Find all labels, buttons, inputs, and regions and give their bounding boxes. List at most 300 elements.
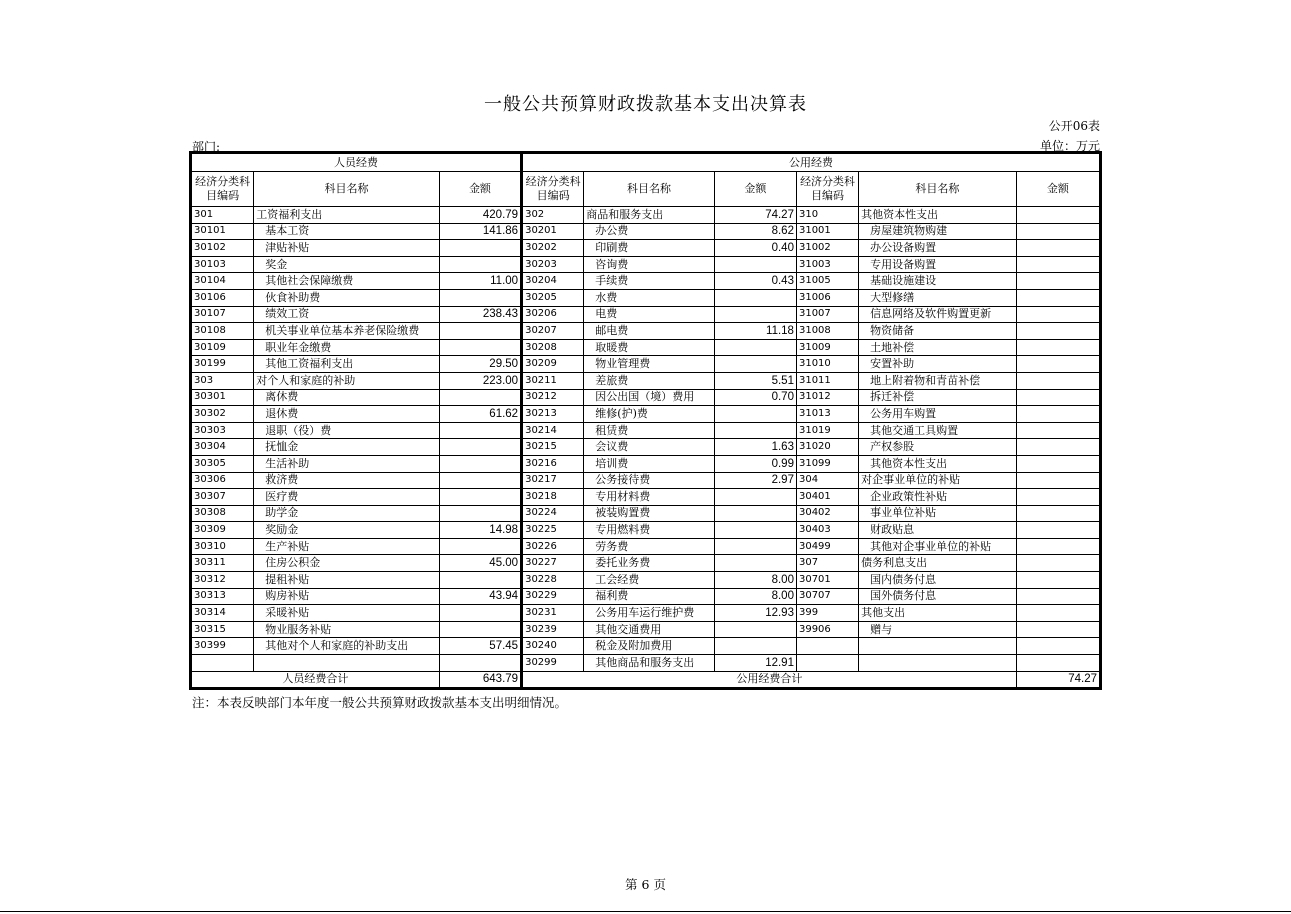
table-row: [191, 588, 1101, 605]
item-name: 住房公积金: [254, 555, 440, 572]
item-code: 30299: [522, 655, 584, 672]
item-code: 30213: [522, 406, 584, 423]
item-code: 30701: [796, 572, 858, 589]
item-name: 专用材料费: [584, 489, 714, 506]
item-code: 30203: [522, 256, 584, 273]
item-name: [859, 638, 1017, 655]
item-code: 30305: [191, 455, 254, 472]
section-public: 公用经费: [522, 153, 1101, 172]
item-code: [796, 638, 858, 655]
item-name: 专用设备购置: [859, 256, 1017, 273]
item-code: 30199: [191, 356, 254, 373]
table-row: [191, 223, 1101, 240]
item-code: 30315: [191, 621, 254, 638]
item-code: 30310: [191, 538, 254, 555]
item-amount: 223.00: [439, 372, 521, 389]
header-name: 科目名称: [584, 172, 714, 207]
table-row: [191, 439, 1101, 456]
item-code: 30107: [191, 306, 254, 323]
item-name: 手续费: [584, 273, 714, 290]
item-code: 30108: [191, 323, 254, 340]
item-amount: 57.45: [439, 638, 521, 655]
table-row: [191, 572, 1101, 589]
item-amount: [439, 455, 521, 472]
item-amount: [714, 306, 796, 323]
item-amount: 0.70: [714, 389, 796, 406]
item-name: 劳务费: [584, 538, 714, 555]
item-amount: [439, 489, 521, 506]
item-name: 奖励金: [254, 522, 440, 539]
item-amount: [1016, 489, 1100, 506]
item-name: 物资储备: [859, 323, 1017, 340]
public-total-amount: 74.27: [1016, 671, 1100, 689]
item-name: 退职（役）费: [254, 422, 440, 439]
item-name: [254, 655, 440, 672]
item-amount: 1.63: [714, 439, 796, 456]
item-code: 31012: [796, 389, 858, 406]
header-code: 经济分类科目编码: [191, 172, 254, 207]
item-amount: [714, 406, 796, 423]
header-amount: 金额: [1016, 172, 1100, 207]
section-personnel: 人员经费: [191, 153, 522, 172]
item-amount: [439, 256, 521, 273]
item-code: 30103: [191, 256, 254, 273]
item-name: 购房补贴: [254, 588, 440, 605]
item-code: 31019: [796, 422, 858, 439]
item-amount: [714, 489, 796, 506]
item-name: 办公费: [584, 223, 714, 240]
item-name: 绩效工资: [254, 306, 440, 323]
item-code: 30202: [522, 240, 584, 257]
item-code: 30312: [191, 572, 254, 589]
table-row: [191, 655, 1101, 672]
item-amount: [1016, 372, 1100, 389]
table-row: [191, 505, 1101, 522]
item-amount: [1016, 223, 1100, 240]
item-code: 30307: [191, 489, 254, 506]
item-amount: [439, 389, 521, 406]
table-row: [191, 207, 1101, 224]
item-code: 30499: [796, 538, 858, 555]
item-name: 地上附着物和青苗补偿: [859, 372, 1017, 389]
item-code: 31008: [796, 323, 858, 340]
item-amount: [439, 605, 521, 622]
item-name: 采暖补贴: [254, 605, 440, 622]
item-name: 国内债务付息: [859, 572, 1017, 589]
item-amount: [1016, 472, 1100, 489]
unit-label: 单位：万元: [1039, 139, 1100, 153]
table-row: [191, 356, 1101, 373]
totals-row: [191, 671, 1101, 689]
item-amount: [714, 555, 796, 572]
item-name: 工资福利支出: [254, 207, 440, 224]
table-row: [191, 406, 1101, 423]
item-code: 301: [191, 207, 254, 224]
item-amount: [439, 339, 521, 356]
item-amount: 61.62: [439, 406, 521, 423]
item-name: 其他交通工具购置: [859, 422, 1017, 439]
item-name: 因公出国（境）费用: [584, 389, 714, 406]
item-name: 对企事业单位的补贴: [859, 472, 1017, 489]
item-amount: [1016, 256, 1100, 273]
item-name: 商品和服务支出: [584, 207, 714, 224]
item-name: 抚恤金: [254, 439, 440, 456]
item-amount: 43.94: [439, 588, 521, 605]
item-amount: 74.27: [714, 207, 796, 224]
public-total-label: 公用经费合计: [522, 671, 1017, 689]
item-name: 基本工资: [254, 223, 440, 240]
item-code: 30239: [522, 621, 584, 638]
item-code: 399: [796, 605, 858, 622]
item-amount: [439, 472, 521, 489]
item-amount: [439, 621, 521, 638]
item-code: 30303: [191, 422, 254, 439]
item-amount: [439, 655, 521, 672]
item-amount: 12.91: [714, 655, 796, 672]
item-amount: [1016, 555, 1100, 572]
item-code: 30214: [522, 422, 584, 439]
item-name: 奖金: [254, 256, 440, 273]
item-code: 31011: [796, 372, 858, 389]
item-code: 31099: [796, 455, 858, 472]
table-note: 注：本表反映部门本年度一般公共预算财政拨款基本支出明细情况。: [192, 695, 568, 710]
item-name: 企业政策性补贴: [859, 489, 1017, 506]
item-name: 其他支出: [859, 605, 1017, 622]
item-name: 印刷费: [584, 240, 714, 257]
item-code: 303: [191, 372, 254, 389]
item-amount: [714, 538, 796, 555]
item-name: 公务用车购置: [859, 406, 1017, 423]
table-row: [191, 422, 1101, 439]
personnel-total-amount: 643.79: [439, 671, 521, 689]
item-amount: [1016, 306, 1100, 323]
item-amount: [1016, 240, 1100, 257]
item-amount: 8.00: [714, 572, 796, 589]
item-code: [191, 655, 254, 672]
item-amount: [714, 505, 796, 522]
item-code: 30207: [522, 323, 584, 340]
item-name: 债务利息支出: [859, 555, 1017, 572]
item-code: 39906: [796, 621, 858, 638]
item-code: 31003: [796, 256, 858, 273]
item-name: 物业服务补贴: [254, 621, 440, 638]
item-amount: [439, 422, 521, 439]
item-amount: [439, 505, 521, 522]
item-code: 30204: [522, 273, 584, 290]
item-code: 31009: [796, 339, 858, 356]
item-name: 其他交通费用: [584, 621, 714, 638]
item-amount: [439, 439, 521, 456]
item-code: 31002: [796, 240, 858, 257]
item-name: 事业单位补贴: [859, 505, 1017, 522]
item-amount: 12.93: [714, 605, 796, 622]
item-amount: [1016, 289, 1100, 306]
item-name: 其他对个人和家庭的补助支出: [254, 638, 440, 655]
item-amount: [714, 638, 796, 655]
item-amount: 8.00: [714, 588, 796, 605]
table-row: [191, 522, 1101, 539]
item-code: 30402: [796, 505, 858, 522]
item-amount: [1016, 572, 1100, 589]
table-row: [191, 621, 1101, 638]
item-code: 30304: [191, 439, 254, 456]
item-name: 委托业务费: [584, 555, 714, 572]
item-name: 会议费: [584, 439, 714, 456]
item-amount: [1016, 655, 1100, 672]
item-amount: 2.97: [714, 472, 796, 489]
item-code: 30231: [522, 605, 584, 622]
item-amount: [1016, 538, 1100, 555]
item-amount: [439, 289, 521, 306]
item-amount: [439, 572, 521, 589]
page-bottom-rule: [0, 911, 1291, 912]
item-name: 赠与: [859, 621, 1017, 638]
item-name: 税金及附加费用: [584, 638, 714, 655]
item-code: 30227: [522, 555, 584, 572]
table-row: [191, 306, 1101, 323]
item-name: 其他社会保障缴费: [254, 273, 440, 290]
item-code: 30104: [191, 273, 254, 290]
item-name: 基础设施建设: [859, 273, 1017, 290]
item-amount: [1016, 339, 1100, 356]
item-amount: [1016, 422, 1100, 439]
item-code: 30309: [191, 522, 254, 539]
item-amount: [714, 621, 796, 638]
item-code: 30302: [191, 406, 254, 423]
item-name: 助学金: [254, 505, 440, 522]
header-name: 科目名称: [859, 172, 1017, 207]
item-code: 30215: [522, 439, 584, 456]
expenditure-table: [189, 151, 1102, 690]
item-name: 其他资本性支出: [859, 455, 1017, 472]
item-code: 30224: [522, 505, 584, 522]
item-name: 公务接待费: [584, 472, 714, 489]
item-amount: [714, 422, 796, 439]
table-row: [191, 289, 1101, 306]
item-code: 30707: [796, 588, 858, 605]
item-amount: [1016, 323, 1100, 340]
item-amount: [1016, 522, 1100, 539]
item-name: 物业管理费: [584, 356, 714, 373]
item-amount: [1016, 356, 1100, 373]
table-row: [191, 256, 1101, 273]
item-name: 其他资本性支出: [859, 207, 1017, 224]
item-amount: 8.62: [714, 223, 796, 240]
header-amount: 金额: [714, 172, 796, 207]
item-code: 307: [796, 555, 858, 572]
item-amount: [1016, 439, 1100, 456]
item-name: 伙食补助费: [254, 289, 440, 306]
item-name: 培训费: [584, 455, 714, 472]
item-amount: [714, 356, 796, 373]
item-name: 房屋建筑物购建: [859, 223, 1017, 240]
item-amount: 29.50: [439, 356, 521, 373]
item-name: 被装购置费: [584, 505, 714, 522]
item-code: 30301: [191, 389, 254, 406]
item-code: 31013: [796, 406, 858, 423]
item-code: 30401: [796, 489, 858, 506]
item-code: 30212: [522, 389, 584, 406]
item-code: 30201: [522, 223, 584, 240]
item-amount: [714, 339, 796, 356]
item-code: 30205: [522, 289, 584, 306]
item-amount: [439, 240, 521, 257]
item-name: 公务用车运行维护费: [584, 605, 714, 622]
header-name: 科目名称: [254, 172, 440, 207]
item-name: 福利费: [584, 588, 714, 605]
item-amount: [1016, 273, 1100, 290]
page-number: 第 6 页: [625, 877, 666, 892]
item-amount: [439, 538, 521, 555]
item-name: 生产补贴: [254, 538, 440, 555]
table-row: [191, 323, 1101, 340]
item-amount: [714, 289, 796, 306]
item-code: 31001: [796, 223, 858, 240]
item-amount: 11.18: [714, 323, 796, 340]
item-amount: [1016, 455, 1100, 472]
item-amount: 238.43: [439, 306, 521, 323]
item-name: 生活补助: [254, 455, 440, 472]
item-code: 30228: [522, 572, 584, 589]
table-row: [191, 339, 1101, 356]
item-code: 304: [796, 472, 858, 489]
item-amount: 0.43: [714, 273, 796, 290]
item-name: 工会经费: [584, 572, 714, 589]
item-name: 其他对企事业单位的补贴: [859, 538, 1017, 555]
item-name: 土地补偿: [859, 339, 1017, 356]
item-amount: [1016, 389, 1100, 406]
department-label: 部门:: [192, 140, 221, 154]
item-name: 职业年金缴费: [254, 339, 440, 356]
personnel-total-label: 人员经费合计: [191, 671, 440, 689]
item-name: 退休费: [254, 406, 440, 423]
item-code: 30218: [522, 489, 584, 506]
header-code: 经济分类科目编码: [796, 172, 858, 207]
table-row: [191, 455, 1101, 472]
item-code: 31005: [796, 273, 858, 290]
table-row: [191, 638, 1101, 655]
item-code: 30403: [796, 522, 858, 539]
page-title: 一般公共预算财政拨款基本支出决算表: [484, 94, 807, 115]
item-amount: 5.51: [714, 372, 796, 389]
item-name: 离休费: [254, 389, 440, 406]
item-name: 大型修缮: [859, 289, 1017, 306]
item-code: 310: [796, 207, 858, 224]
table-row: [191, 538, 1101, 555]
item-name: 维修(护)费: [584, 406, 714, 423]
item-name: 提租补贴: [254, 572, 440, 589]
item-code: 30306: [191, 472, 254, 489]
item-amount: [714, 522, 796, 539]
item-amount: 45.00: [439, 555, 521, 572]
item-code: 30208: [522, 339, 584, 356]
item-name: 财政贴息: [859, 522, 1017, 539]
item-name: 办公设备购置: [859, 240, 1017, 257]
item-name: 租赁费: [584, 422, 714, 439]
item-amount: [439, 323, 521, 340]
item-name: 拆迁补偿: [859, 389, 1017, 406]
item-code: 30311: [191, 555, 254, 572]
item-code: [796, 655, 858, 672]
table-row: [191, 372, 1101, 389]
header-amount: 金额: [439, 172, 521, 207]
item-name: 国外债务付息: [859, 588, 1017, 605]
item-name: 差旅费: [584, 372, 714, 389]
item-amount: [1016, 605, 1100, 622]
item-code: 30206: [522, 306, 584, 323]
item-amount: 420.79: [439, 207, 521, 224]
table-row: [191, 273, 1101, 290]
item-code: 30229: [522, 588, 584, 605]
item-code: 30211: [522, 372, 584, 389]
item-amount: [1016, 406, 1100, 423]
item-code: 31010: [796, 356, 858, 373]
item-name: 取暖费: [584, 339, 714, 356]
item-code: 31020: [796, 439, 858, 456]
item-amount: 0.40: [714, 240, 796, 257]
item-code: 30209: [522, 356, 584, 373]
item-name: 医疗费: [254, 489, 440, 506]
item-amount: [1016, 207, 1100, 224]
item-code: 30106: [191, 289, 254, 306]
table-row: [191, 240, 1101, 257]
item-code: 302: [522, 207, 584, 224]
item-code: 30101: [191, 223, 254, 240]
item-name: 水费: [584, 289, 714, 306]
item-name: 信息网络及软件购置更新: [859, 306, 1017, 323]
item-name: 机关事业单位基本养老保险缴费: [254, 323, 440, 340]
item-code: 30216: [522, 455, 584, 472]
item-name: 咨询费: [584, 256, 714, 273]
item-name: 安置补助: [859, 356, 1017, 373]
item-code: 30226: [522, 538, 584, 555]
item-amount: [1016, 505, 1100, 522]
item-amount: 0.99: [714, 455, 796, 472]
item-name: 产权参股: [859, 439, 1017, 456]
item-amount: [714, 256, 796, 273]
item-code: 30308: [191, 505, 254, 522]
header-code: 经济分类科目编码: [522, 172, 584, 207]
item-amount: [1016, 621, 1100, 638]
item-name: 邮电费: [584, 323, 714, 340]
item-code: 31006: [796, 289, 858, 306]
item-amount: [1016, 638, 1100, 655]
table-row: [191, 489, 1101, 506]
table-row: [191, 605, 1101, 622]
item-name: 津贴补贴: [254, 240, 440, 257]
item-code: 30102: [191, 240, 254, 257]
item-name: 救济费: [254, 472, 440, 489]
item-name: 专用燃料费: [584, 522, 714, 539]
item-name: 电费: [584, 306, 714, 323]
table-number: 公开06表: [1048, 119, 1100, 133]
item-code: 30313: [191, 588, 254, 605]
item-amount: 14.98: [439, 522, 521, 539]
item-code: 31007: [796, 306, 858, 323]
item-name: 对个人和家庭的补助: [254, 372, 440, 389]
table-row: [191, 555, 1101, 572]
table-row: [191, 472, 1101, 489]
item-amount: [1016, 588, 1100, 605]
item-code: 30225: [522, 522, 584, 539]
item-name: 其他工资福利支出: [254, 356, 440, 373]
item-code: 30109: [191, 339, 254, 356]
item-code: 30314: [191, 605, 254, 622]
item-name: [859, 655, 1017, 672]
item-code: 30240: [522, 638, 584, 655]
item-code: 30399: [191, 638, 254, 655]
table-row: [191, 389, 1101, 406]
